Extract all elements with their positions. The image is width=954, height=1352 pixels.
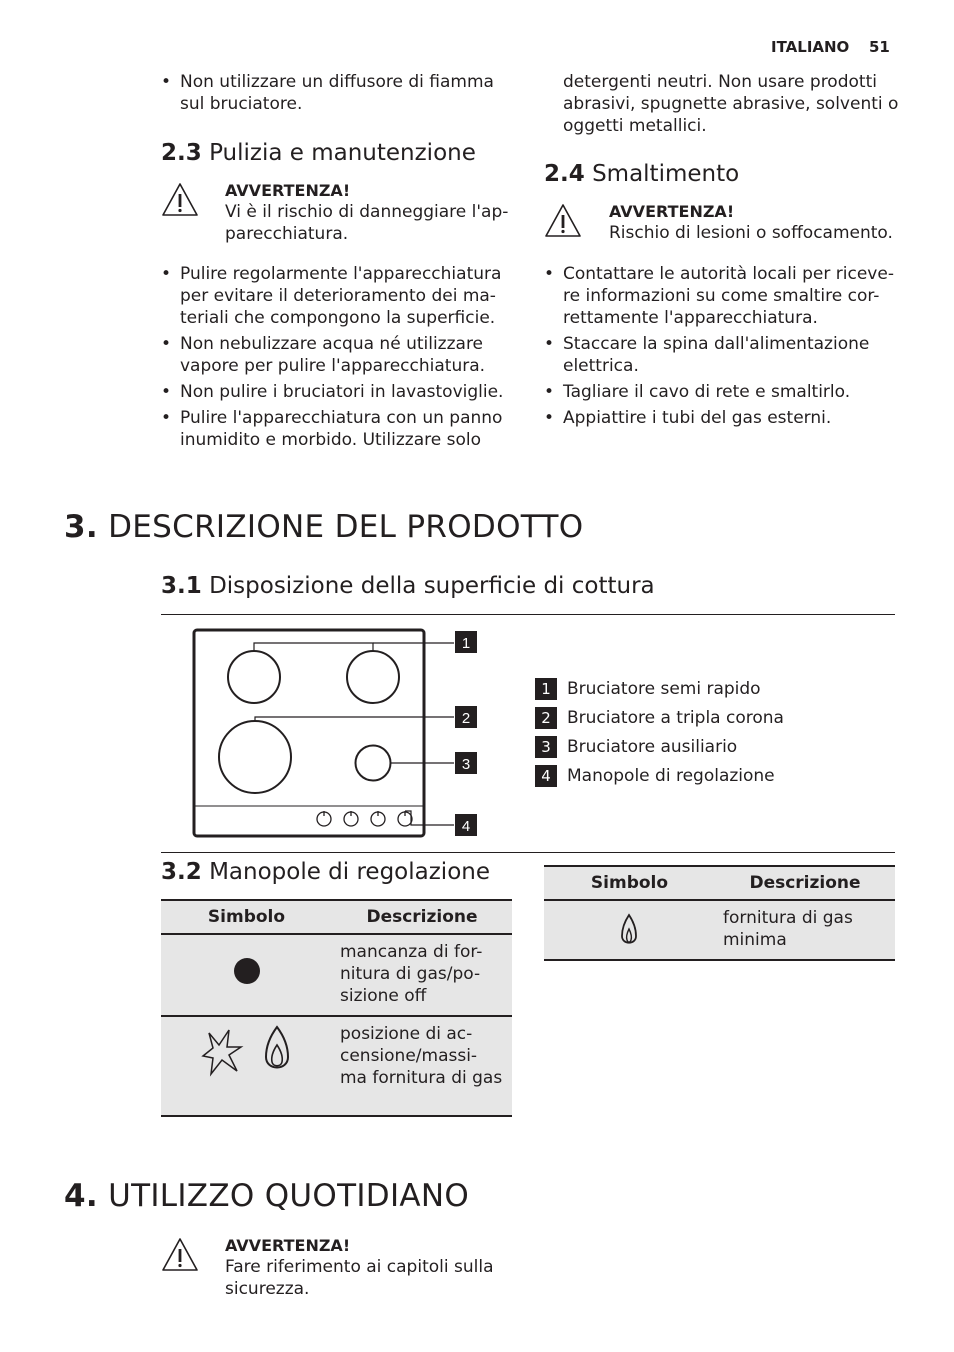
table-row bbox=[544, 900, 895, 960]
warning-icon bbox=[544, 203, 582, 239]
list-item: • Non utilizzare un diffusore di fiamma sul bruciatore. bbox=[161, 71, 506, 115]
section-2-3-heading bbox=[161, 139, 476, 167]
list-item: • Non nebulizzare acqua né utilizzare vapore per pulire l'apparecchiatura. bbox=[161, 333, 507, 377]
page-number: 51 bbox=[869, 38, 890, 56]
list-item: • Pulire regolarmente l'apparecchiatura per evitare il deterioramento dei ma-teriali che compongono la superficie. bbox=[161, 263, 507, 329]
legend-item bbox=[535, 706, 784, 730]
table-header-row bbox=[161, 900, 512, 934]
section-title: Smaltimento bbox=[592, 161, 740, 187]
warning-icon bbox=[161, 182, 199, 218]
legend-item bbox=[535, 764, 775, 788]
section-number: 3.2 bbox=[161, 859, 202, 885]
chapter-3-heading bbox=[64, 508, 583, 546]
callout-label: 2 bbox=[461, 710, 471, 727]
symbol-cell bbox=[161, 1016, 332, 1116]
chapter-title: DESCRIZIONE DEL PRODOTTO bbox=[108, 509, 584, 545]
column-header: Simbolo bbox=[544, 866, 715, 900]
header-language: ITALIANO bbox=[771, 38, 850, 56]
off-dot-icon bbox=[232, 956, 262, 986]
column-header: Simbolo bbox=[161, 900, 332, 934]
section-number: 2.3 bbox=[161, 140, 202, 166]
chapter-title: UTILIZZO QUOTIDIANO bbox=[108, 1178, 470, 1214]
section-divider bbox=[161, 852, 895, 853]
legend-number: 2 bbox=[535, 707, 557, 729]
section-2-4-bullet-list bbox=[544, 263, 896, 433]
warning-text bbox=[225, 201, 525, 245]
knob-symbol-table bbox=[161, 899, 512, 1117]
chapter-number: 4. bbox=[64, 1178, 98, 1214]
section-number: 3.1 bbox=[161, 573, 202, 599]
list-item: • Contattare le autorità locali per riceve-re informazioni su come smaltire cor-rettamente l'apparecchiatura. bbox=[544, 263, 896, 329]
callout-label: 1 bbox=[461, 635, 471, 652]
section-title: Disposizione della superficie di cottura bbox=[209, 573, 655, 599]
table-header-row bbox=[544, 866, 895, 900]
column-header: Descrizione bbox=[332, 900, 512, 934]
column-header: Descrizione bbox=[715, 866, 895, 900]
callout-label: 4 bbox=[461, 818, 471, 835]
warning-text-line: parecchiatura. bbox=[225, 224, 349, 244]
section-number: 2.4 bbox=[544, 161, 585, 187]
section-2-3-bullet-list bbox=[161, 263, 507, 455]
warning-text-line: Vi è il rischio di danneggiare l'ap- bbox=[225, 202, 509, 222]
legend-number: 3 bbox=[535, 736, 557, 758]
warning-text: Rischio di lesioni o soffocamento. bbox=[609, 223, 893, 243]
description-cell: posizione di ac-censione/massi-ma fornitura di gas bbox=[332, 1016, 512, 1116]
chapter-number: 3. bbox=[64, 509, 98, 545]
list-item: • Appiattire i tubi del gas esterni. bbox=[544, 407, 896, 429]
callout-label: 3 bbox=[461, 756, 471, 773]
section-divider bbox=[161, 614, 895, 615]
table-row bbox=[161, 1016, 512, 1116]
section-3-2-heading bbox=[161, 858, 490, 886]
description-cell: mancanza di for-nitura di gas/po-sizione off bbox=[332, 934, 512, 1016]
list-item: • Pulire l'apparecchiatura con un panno inumidito e morbido. Utilizzare solo bbox=[161, 407, 507, 451]
table-row bbox=[161, 934, 512, 1016]
continuation-text: detergenti neutri. Non usare prodotti abrasivi, spugnette abrasive, solventi o oggetti metallici. bbox=[563, 72, 899, 136]
list-item: • Tagliare il cavo di rete e smaltirlo. bbox=[544, 381, 896, 403]
warning-text: Fare riferimento ai capitoli sulla sicurezza. bbox=[225, 1257, 494, 1299]
legend-number: 4 bbox=[535, 765, 557, 787]
section-title: Manopole di regolazione bbox=[209, 859, 490, 885]
ignition-spark-icon bbox=[201, 1027, 245, 1077]
symbol-cell bbox=[161, 934, 332, 1016]
list-item: • Staccare la spina dall'alimentazione elettrica. bbox=[544, 333, 896, 377]
hob-diagram bbox=[186, 624, 486, 844]
warning-title: AVVERTENZA! bbox=[225, 1236, 351, 1255]
small-flame-icon bbox=[619, 913, 639, 947]
callout-boxes bbox=[455, 631, 477, 836]
chapter-4-heading bbox=[64, 1177, 469, 1215]
warning-title: AVVERTENZA! bbox=[609, 202, 735, 221]
legend-number: 1 bbox=[535, 678, 557, 700]
legend-label: Bruciatore semi rapido bbox=[567, 679, 761, 699]
section-2-4-heading bbox=[544, 160, 739, 188]
large-flame-icon bbox=[263, 1025, 291, 1073]
legend-label: Bruciatore a tripla corona bbox=[567, 708, 784, 728]
carry-bullet-list bbox=[161, 71, 506, 119]
legend-label: Bruciatore ausiliario bbox=[567, 737, 738, 757]
warning-icon bbox=[161, 1237, 199, 1273]
legend-item bbox=[535, 677, 761, 701]
symbol-cell bbox=[544, 900, 715, 960]
legend-item bbox=[535, 735, 737, 759]
knob-symbol-table-continued bbox=[544, 865, 895, 961]
warning-title: AVVERTENZA! bbox=[225, 181, 351, 200]
legend-label: Manopole di regolazione bbox=[567, 766, 775, 786]
section-3-1-heading bbox=[161, 572, 655, 600]
section-title: Pulizia e manutenzione bbox=[209, 140, 476, 166]
description-cell: fornitura di gas minima bbox=[715, 900, 895, 960]
list-item: • Non pulire i bruciatori in lavastoviglie. bbox=[161, 381, 507, 403]
